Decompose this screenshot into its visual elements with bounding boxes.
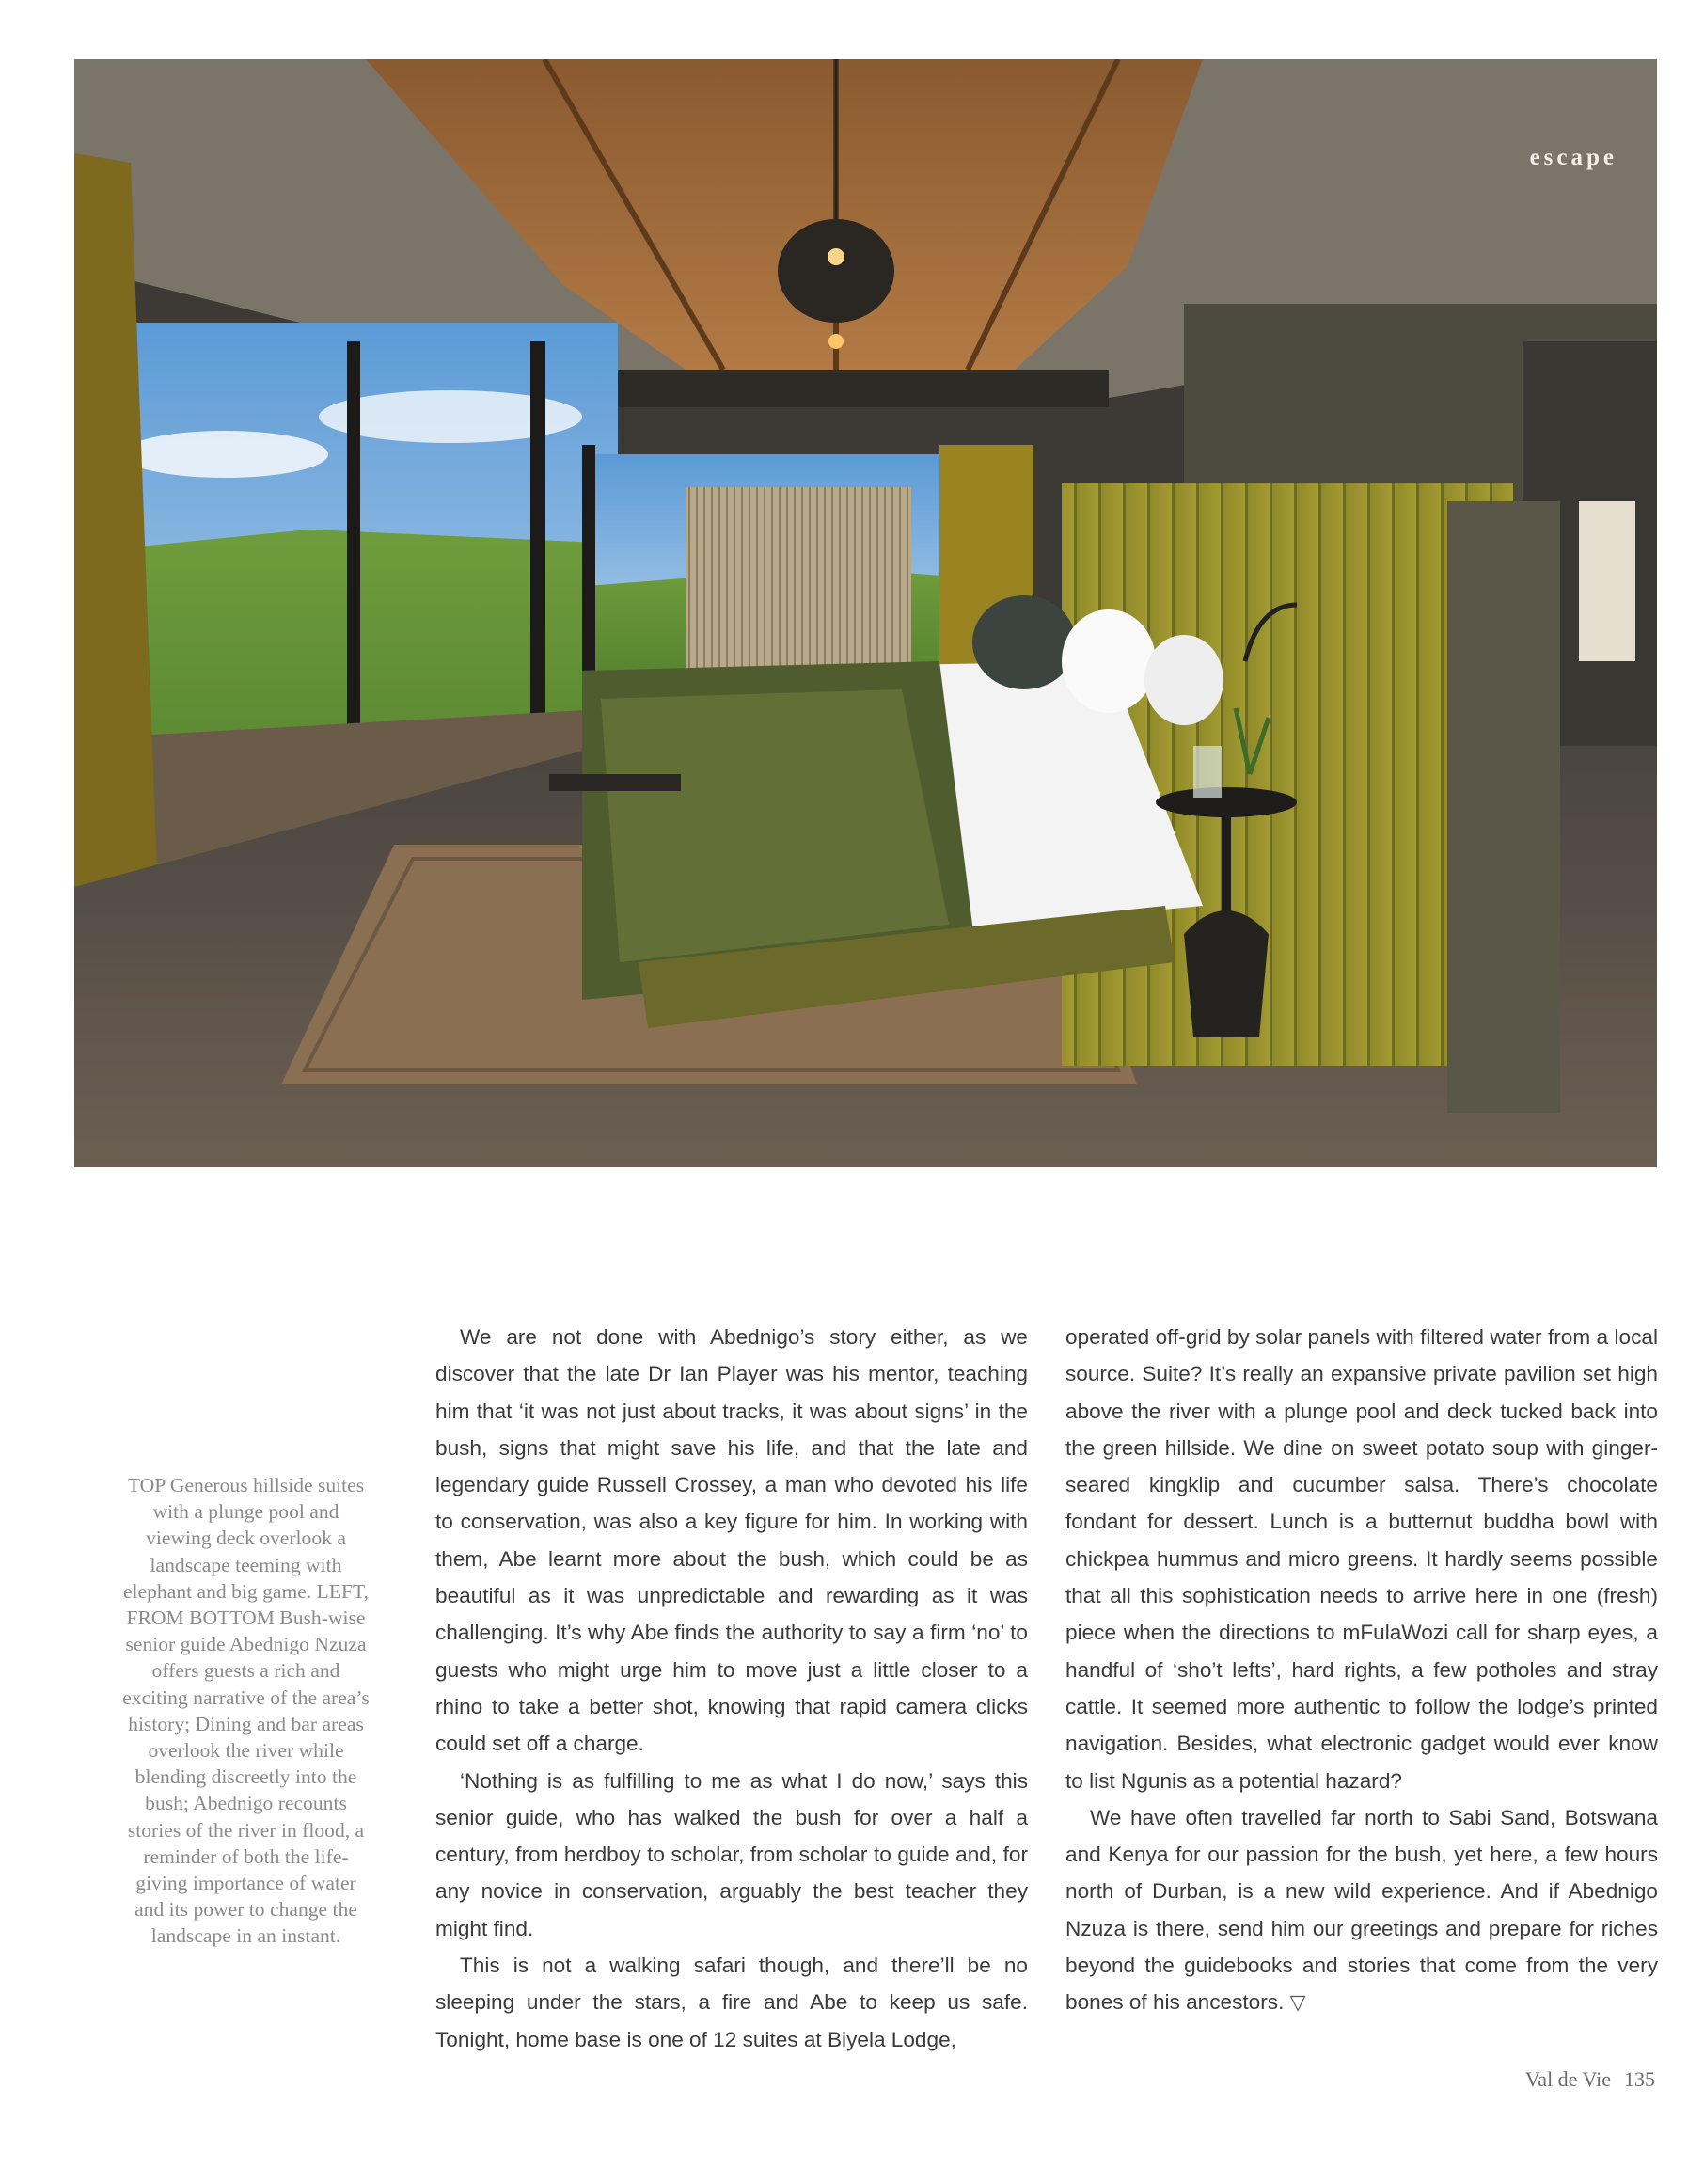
article-column-left bbox=[435, 1319, 1028, 2058]
paragraph: We are not done with Abednigo’s story either, as we discover that the late Dr Ian Player was his mentor, teaching him that ‘it was not just about tracks, it was about signs’ in the bush, signs that might save his life, and that the late and legendary guide Russell Crossey, a man who devoted his life to conservation, was also a key figure for him. In working with them, Abe learnt more about the bush, which could be as beautiful as it was unpredictable and rewarding as it was challenging. It’s why Abe finds the authority to say a firm ‘no’ to guests who might urge him to move just a little closer to a rhino to take a better shot, knowing that rapid camera clicks could set off a charge. bbox=[435, 1325, 1028, 1756]
section-tag: escape bbox=[1529, 145, 1617, 170]
publication-name: Val de Vie bbox=[1524, 2067, 1611, 2091]
photo-caption bbox=[122, 1472, 370, 1950]
paragraph-text: We have often travelled far north to Sabi Sand, Botswana and Kenya for our passion for the bush, yet here, a few hours north of Durban, is a new wild experience. And if Abednigo Nzuza is there, send him our greetings and prepare for riches beyond the guidebooks and stories that come from the very bones of his ancestors. bbox=[1065, 1805, 1658, 2015]
page-number: 135 bbox=[1624, 2067, 1655, 2091]
photo-illustration bbox=[74, 59, 1657, 1167]
paragraph: operated off-grid by solar panels with filtered water from a local source. Suite? It’s really an expansive private pavilion set high above the river with a plunge pool and deck tucked back into the green hillside. We dine on sweet potato soup with ginger-seared kingklip and cucumber salsa. There’s chocolate fondant for dessert. Lunch is a butternut buddha bowl with chickpea hummus and micro greens. It hardly seems possible that all this sophistication needs to arrive here in one (fresh) piece when the directions to mFulaWozi call for sharp eyes, a handful of ‘sho’t lefts’, hard rights, a few potholes and stray cattle. It seemed more authentic to follow the lodge’s printed navigation. Besides, what electronic gadget would ever know to list Ngunis as a potential hazard? bbox=[1065, 1325, 1658, 1793]
bedroom-suite-photo bbox=[74, 59, 1657, 1167]
caption-text: TOP Generous hillside suites with a plunge pool and viewing deck overlook a landscape teeming with elephant and big game. LEFT, FROM BOTTOM Bush-wise senior guide Abednigo Nzuza offers guests a rich and exciting narrative of the area’s history; Dining and bar areas overlook the river while blending discreetly into the bush; Abednigo recounts stories of the river in flood, a reminder of both the life-giving importance of water and its power to change the landscape in an instant. bbox=[122, 1474, 370, 1948]
page-folio bbox=[1525, 2067, 1655, 2092]
paragraph bbox=[1065, 1799, 1658, 2021]
paragraph: This is not a walking safari though, and there’ll be no sleeping under the stars, a fire and Abe to keep us safe. Tonight, home base is one of 12 suites at Biyela Lodge, bbox=[435, 1954, 1028, 2051]
end-mark-icon: ▽ bbox=[1289, 1990, 1306, 2015]
paragraph: ‘Nothing is as fulfilling to me as what I do now,’ says this senior guide, who has walked the bush for over a half a century, from herdboy to scholar, from scholar to guide and, for any novice in conservation, arguably the best teacher they might find. bbox=[435, 1768, 1028, 1940]
article-column-right bbox=[1065, 1319, 1658, 2021]
